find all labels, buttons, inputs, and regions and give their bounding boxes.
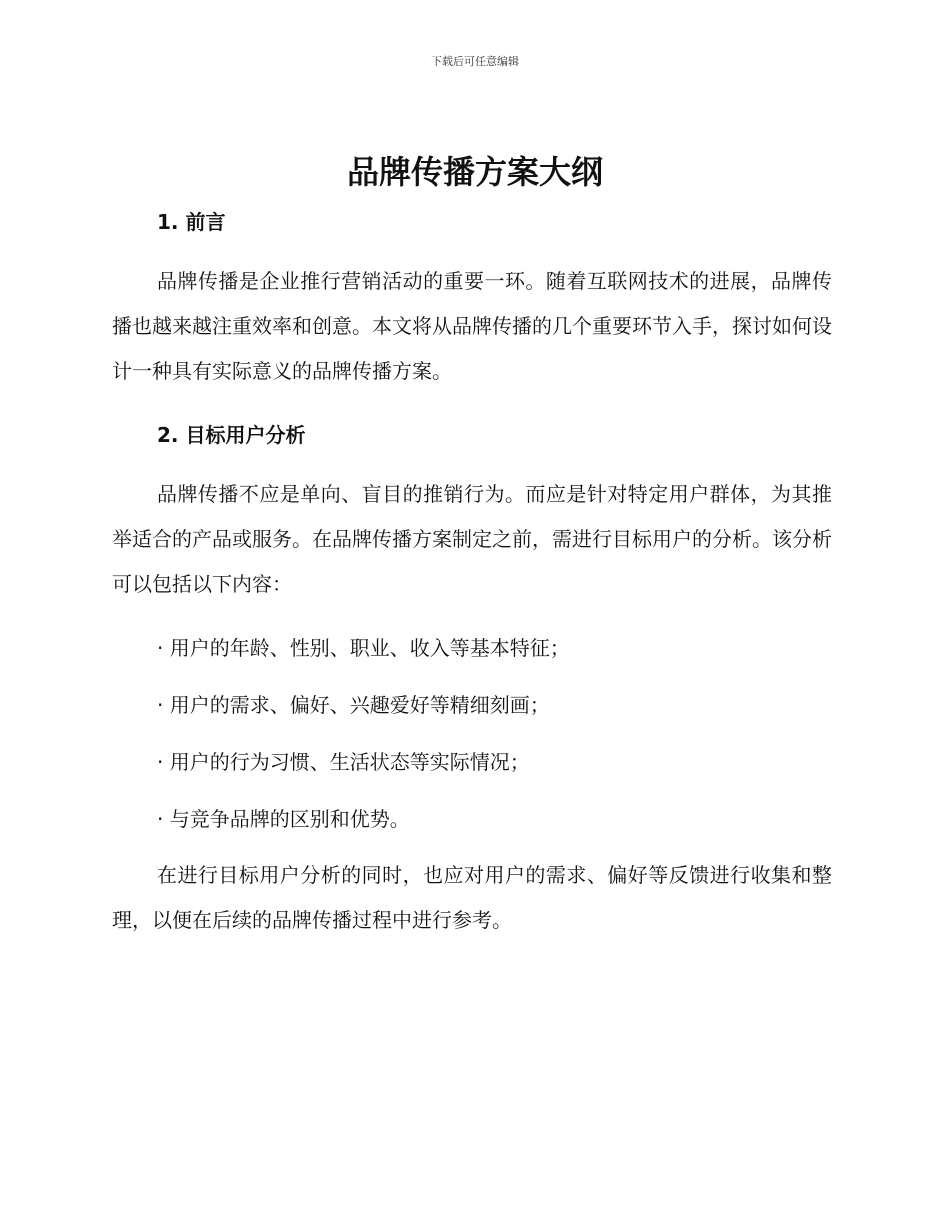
list-item-behavior-habits: · 用户的行为习惯、生活状态等实际情况； [157, 750, 530, 774]
closing-paragraph: 在进行目标用户分析的同时，也应对用户的需求、偏好等反馈进行收集和整理，以便在后续的品牌传播过程中进行参考。 [112, 863, 832, 932]
document-body [112, 204, 832, 943]
list-item-basic-features: · 用户的年龄、性别、职业、收入等基本特征； [157, 636, 570, 660]
section-heading-preface: 1. 前言 [157, 210, 226, 234]
list-item-competitive-advantage: · 与竞争品牌的区别和优势。 [157, 807, 410, 831]
section-heading-target-user: 2. 目标用户分析 [157, 423, 306, 447]
list-item-needs-preferences: · 用户的需求、偏好、兴趣爱好等精细刻画； [157, 693, 550, 717]
page-title: 品牌传播方案大纲 [346, 153, 603, 191]
preface-paragraph: 品牌传播是企业推行营销活动的重要一环。随着互联网技术的进展，品牌传播也越来越注重效率和创意。本文将从品牌传播的几个重要环节入手，探讨如何设计一种具有实际意义的品牌传播方案。 [112, 269, 832, 383]
target-user-paragraph: 品牌传播不应是单向、盲目的推销行为。而应是针对特定用户群体，为其推举适合的产品或服务。在品牌传播方案制定之前，需进行目标用户的分析。该分析可以包括以下内容： [112, 482, 832, 596]
header-note: 下载后可任意编辑 [431, 55, 519, 68]
